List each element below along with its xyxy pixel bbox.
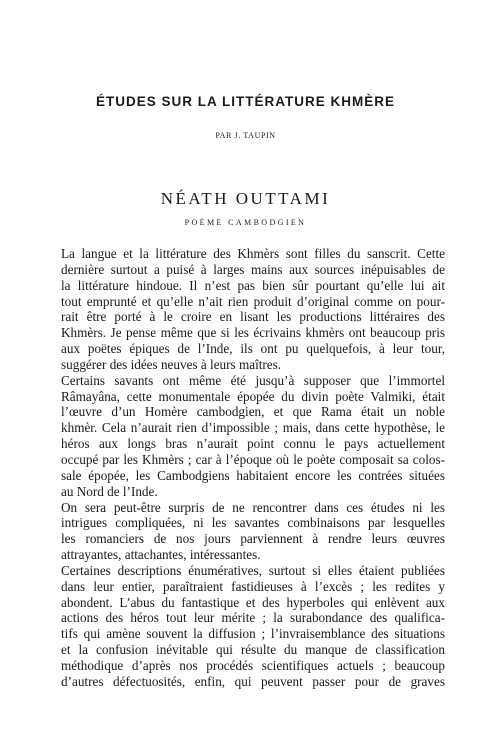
text-line: l’œuvre d’un Homère cambodgien, et que Rama était un noble: [61, 404, 445, 420]
text-line: Khmèrs. Je pense même que si les écrivains khmèrs ont beaucoup pris: [61, 325, 445, 341]
text-line: la littérature hindoue. Il n’est pas bien sûr pourtant qu’elle lui ait: [61, 277, 445, 293]
text-line: dernière surtout a puisé à larges mains aux sources inépuisables de: [61, 261, 445, 277]
text-line: et la confusion inévitable qui résulte du manque de classification: [61, 642, 445, 658]
text-line: au Nord de l’Inde.: [61, 483, 158, 499]
text-line: dans leur entier, paraîtraient fastidieuses à l’excès ; les redites y: [61, 578, 445, 594]
series-title: ÉTUDES SUR LA LITTÉRATURE KHMÈRE: [95, 94, 395, 109]
text-line: héros aux longs bras n’aurait point connu le pays actuellement: [61, 436, 445, 452]
text-line: Certains savants ont même été jusqu’à supposer que l’immortel: [61, 372, 445, 388]
text-line: abondent. L’abus du fantastique et des hyperboles qui enlèvent aux: [61, 594, 445, 610]
work-subtitle: POÈME CAMBODGIEN: [184, 218, 307, 227]
text-line: suggérer des idées neuves à leurs maîtres.: [61, 356, 282, 372]
text-line: tifs qui amène souvent la diffusion ; l’invraisemblance des situations: [61, 626, 445, 642]
text-line: méthodique d’après nos procédés scientifiques actuels ; beaucoup: [61, 657, 445, 673]
text-line: rait être porté à le croire en lisant les productions littéraires des: [61, 309, 445, 325]
text-line: d’autres défectuosités, enfin, qui peuvent passer pour de graves: [61, 673, 445, 689]
text-line: sale épopée, les Cambodgiens habitaient encore les contrées situées: [61, 467, 445, 483]
body-text: [61, 246, 445, 690]
text-line: khmèr. Cela n’aurait rien d’impossible ; mais, dans cette hypothèse, le: [61, 420, 445, 436]
text-line: Râmayâna, cette monumentale épopée du divin poète Valmiki, était: [61, 388, 445, 404]
author-byline: PAR J. TAUPIN: [215, 131, 276, 140]
text-line: attrayantes, attachantes, intéressantes.: [61, 547, 261, 563]
text-line: occupé par les Khmèrs ; car à l’époque où le poète composait sa colos-: [61, 451, 445, 467]
text-line: La langue et la littérature des Khmèrs sont filles du sanscrit. Cette: [61, 246, 445, 261]
work-title: NÉATH OUTTAMI: [160, 189, 331, 208]
text-line: intrigues compliquées, ni les savantes combinaisons par lesquelles: [61, 515, 445, 531]
text-line: actions des héros tout leur mérite ; la surabondance des qualifica-: [61, 610, 445, 626]
text-line: aux poëtes épiques de l’Inde, ils ont pu quelquefois, à leur tour,: [61, 341, 445, 357]
text-line: Certaines descriptions énumératives, surtout si elles étaient publiées: [61, 562, 445, 578]
text-line: On sera peut-être surpris de ne rencontrer dans ces études ni les: [61, 499, 445, 515]
text-line: les romanciers de nos jours parviennent à rendre leurs œuvres: [61, 531, 445, 547]
text-line: tout emprunté et qu’elle n’ait rien produit d’original comme on pour-: [61, 293, 445, 309]
